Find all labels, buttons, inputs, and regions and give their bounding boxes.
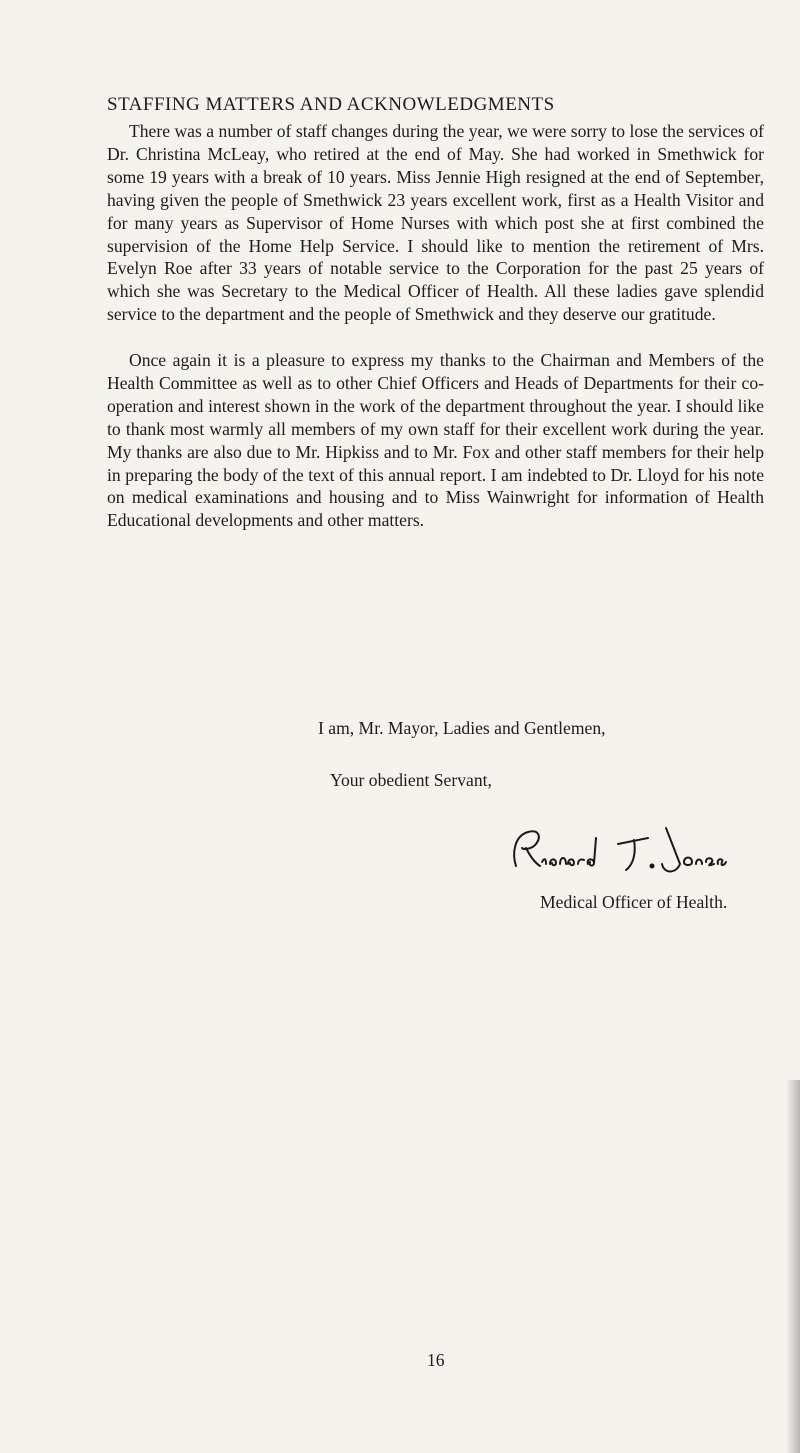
- page-number: 16: [427, 1350, 445, 1370]
- paragraph-acknowledgments: Once again it is a pleasure to express my thanks to the Chairman and Members of the Health Committee as well as to other Chief Officers and Heads of Departments for their co-operation and interest shown in the work of the department throughout the year. I should like to thank most warmly all members of my own staff for their excellent work during the year. My thanks are also due to Mr. Hipkiss and to Mr. Fox and other staff members for their help in preparing the body of the text of this annual report. I am indebted to Dr. Lloyd for his note on medical examinations and housing and to Miss Wainwright for information of Health Educational developments and other matters.: [107, 350, 764, 531]
- valediction: Your obedient Servant,: [330, 770, 492, 790]
- closing-salutation: I am, Mr. Mayor, Ladies and Gentlemen,: [318, 718, 606, 738]
- paragraph-staff-changes: There was a number of staff changes during the year, we were sorry to lose the services of Dr. Christina McLeay, who retired at the end of May. She had worked in Smethwick for some 19 years with a break of 10 years. Miss Jennie High resigned at the end of September, having given the people of Smethwick 23 years excellent work, first as a Health Visitor and for many years as Supervisor of Home Nurses with which post she at first combined the supervision of the Home Help Service. I should like to mention the retirement of Mrs. Evelyn Roe after 33 years of notable service to the Corporation for the past 25 years of which she was Secretary to the Medical Officer of Health. All these ladies gave splendid service to the department and the people of Smethwick and they deserve our gratitude.: [107, 121, 764, 325]
- signature-drawing: [508, 818, 768, 882]
- signatory-title: Medical Officer of Health.: [540, 892, 728, 912]
- handwritten-signature: [508, 818, 768, 882]
- page-edge-shadow: [786, 1080, 800, 1453]
- section-heading: STAFFING MATTERS AND ACKNOWLEDGMENTS: [107, 94, 555, 115]
